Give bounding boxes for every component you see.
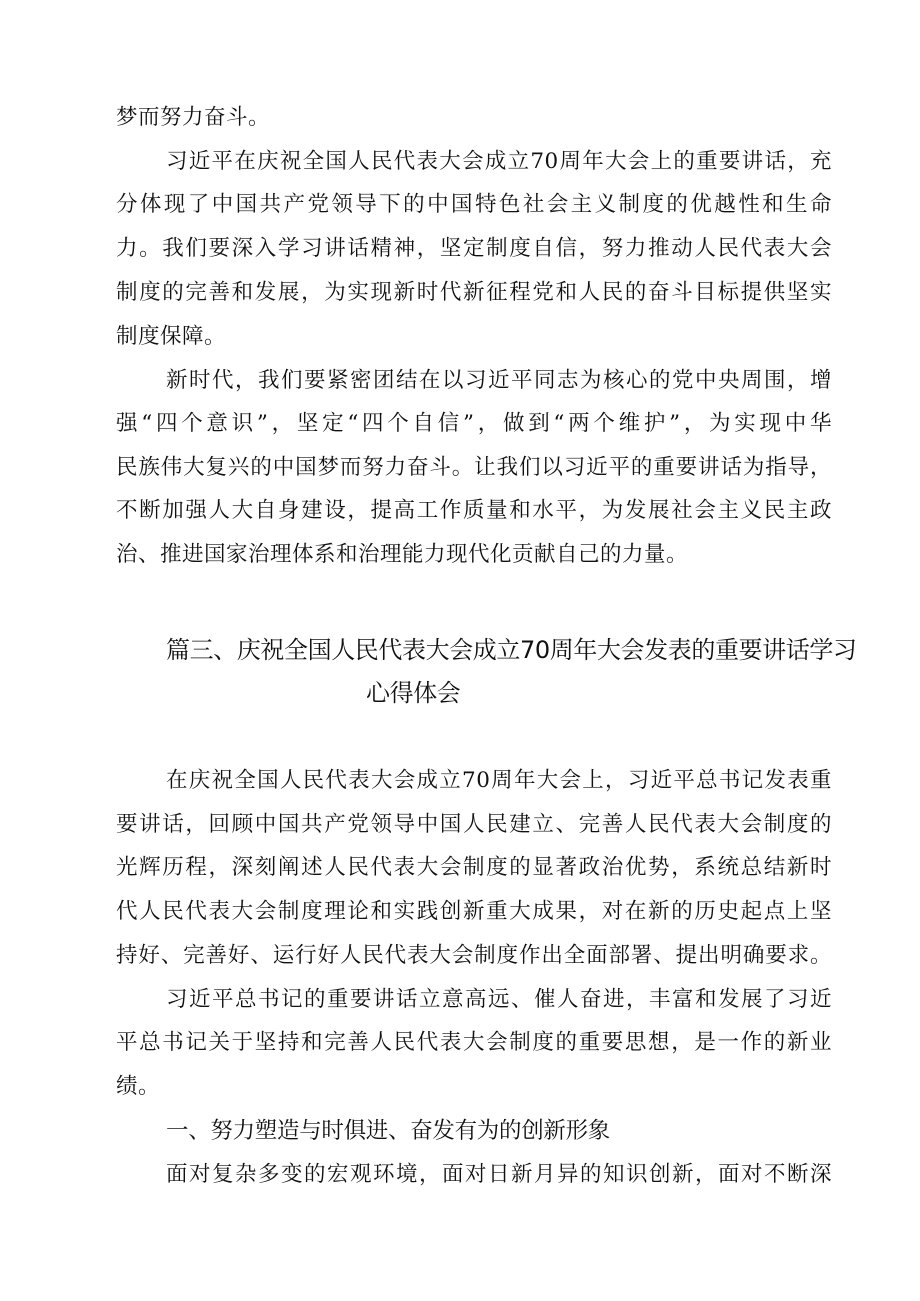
paragraph-line: 新时代，我们要紧密团结在以习近平同志为核心的党中央周围，增 [166, 368, 832, 393]
paragraph-line: 分体现了中国共产党领导下的中国特色社会主义制度的优越性和生命 [116, 192, 832, 217]
paragraph-line: 梦而努力奋斗。 [116, 105, 271, 130]
paragraph-line: 绩。 [116, 1074, 161, 1099]
paragraph-line: 面对复杂多变的宏观环境，面对日新月异的知识创新，面对不断深 [166, 1162, 832, 1187]
paragraph-line: 治、推进国家治理体系和治理能力现代化贡献自己的力量。 [116, 542, 689, 567]
paragraph-line: 制度的完善和发展，为实现新时代新征程党和人民的奋斗目标提供坚实 [116, 280, 832, 305]
paragraph-line: 代人民代表大会制度理论和实践创新重大成果，对在新的历史起点上坚 [116, 899, 832, 924]
paragraph-line: 要讲话，回顾中国共产党领导中国人民建立、完善人民代表大会制度的 [116, 812, 832, 837]
section-title-continued: 心得体会 [366, 679, 461, 707]
paragraph-line: 习近平在庆祝全国人民代表大会成立70周年大会上的重要讲话，充 [166, 149, 832, 174]
paragraph-line: 在庆祝全国人民代表大会成立70周年大会上，习近平总书记发表重 [166, 768, 832, 793]
paragraph-line: 习近平总书记的重要讲话立意高远、催人奋进，丰富和发展了习近 [166, 987, 832, 1012]
paragraph-line: 民族伟大复兴的中国梦而努力奋斗。让我们以习近平的重要讲话为指导， [116, 455, 832, 480]
paragraph-line: 制度保障。 [116, 324, 227, 349]
subsection-heading: 一、努力塑造与时俱进、奋发有为的创新形象 [166, 1118, 611, 1144]
paragraph-line: 平总书记关于坚持和完善人民代表大会制度的重要思想，是一作的新业 [116, 1030, 832, 1055]
paragraph-line: 持好、完善好、运行好人民代表大会制度作出全面部署、提出明确要求。 [116, 943, 832, 968]
section-title: 篇三、庆祝全国人民代表大会成立70周年大会发表的重要讲话学习 [166, 636, 857, 664]
paragraph-line: 光辉历程，深刻阐述人民代表大会制度的显著政治优势，系统总结新时 [116, 855, 832, 880]
paragraph-line: 不断加强人大自身建设，提高工作质量和水平，为发展社会主义民主政 [116, 498, 832, 523]
paragraph-line: 力。我们要深入学习讲话精神，坚定制度自信，努力推动人民代表大会 [116, 236, 832, 261]
paragraph-line: 强“四个意识”，坚定“四个自信”，做到“两个维护”，为实现中华 [116, 411, 832, 436]
